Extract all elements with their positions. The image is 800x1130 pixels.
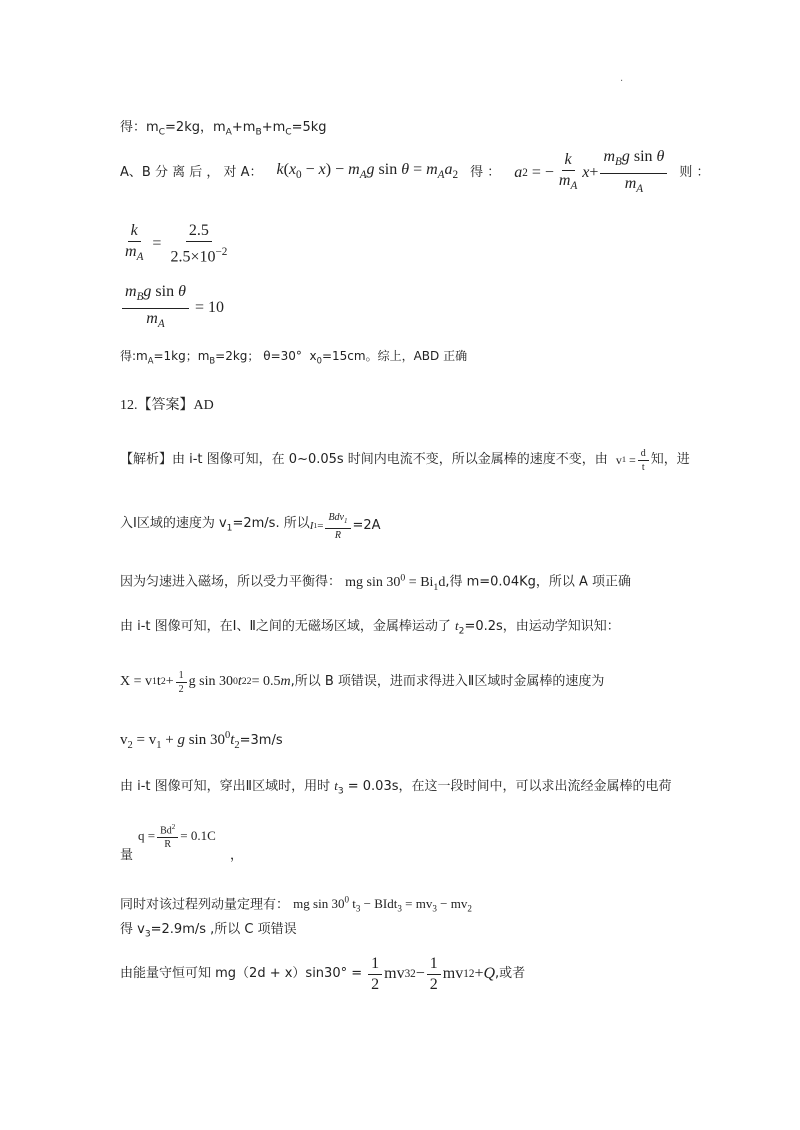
eq-mbg-over-ma: $\frac{m_Bg \sin \theta}{m_A}$ = 10	[120, 286, 224, 330]
line-14-suffix: ，	[230, 848, 244, 863]
line-2-suffix: 则 ：	[679, 165, 710, 180]
line-2-mid: 得 ：	[470, 165, 501, 180]
eq-charge: q = $\frac{Bd^2}{R}$ = 0.1C	[138, 823, 216, 851]
line-15	[120, 892, 472, 917]
eq-displacement: X = v 1 t 2 + $\frac{1}{2}$ g sin 30 0 t 2 2 = 0.5 m	[120, 669, 291, 695]
line-1-text: 得：$m_C=2kg$，$m_A+m_B+m_C=5kg$	[120, 120, 327, 138]
line-9-text: 因为匀速进入磁场，所以受力平衡得：	[120, 574, 342, 590]
line-8	[120, 508, 381, 544]
corner-mark: ·	[620, 76, 624, 87]
line-12-suffix: =3m/s	[239, 733, 283, 748]
eq-kx0: $k(x_0 - x) - m_Ag$ $\sin \theta = m_Aa_2$	[276, 161, 459, 182]
line-11-suffix: ,所以 B 项错误，进而求得进入Ⅱ区域时金属棒的速度为	[290, 674, 605, 689]
line-17-text: 由能量守恒可知 mg（2d + x）sin30° =	[120, 966, 363, 981]
line-12	[120, 728, 283, 754]
line-13: 由 i-t 图像可知，穿出Ⅱ区域时，用时 $t_3 = 0.03s$，在这一段时间中，可以求出流经金属棒的电荷	[120, 778, 672, 797]
eq-k-over-ma: $\frac{k}{m_A}$ = $\frac{2.5}{2.5\times 10^{-2}}$	[125, 221, 228, 266]
eq-v2: $v_2 = v_1 + g$ $\sin 30^0t_2$	[120, 730, 240, 751]
line-9	[120, 570, 631, 595]
line-7	[120, 440, 690, 480]
line-1	[120, 120, 327, 141]
line-11	[120, 664, 604, 700]
line-10: 由 i-t 图像可知，在Ⅰ、Ⅱ之间的无磁场区域，金属棒运动了 $t_2=0.2s$，由运动学知识知：	[120, 618, 620, 637]
eq-momentum: mg $\sin 30^0$ $t_3$ − BIdt$_3$ = $mv_3 - mv_2$	[293, 895, 472, 914]
eq-balance: mg $\sin 30^0 = Bi_1d$	[345, 572, 446, 593]
line-7-suffix: 知，进	[650, 452, 690, 467]
line-8-text: 入Ⅰ区域的速度为 $v_1=2m/s$. 所以	[120, 515, 310, 534]
line-2-prefix: A、B 分 离 后 ， 对 A：	[120, 165, 263, 180]
line-17	[120, 952, 525, 996]
line-16: 得 $v_3=2.9m/s$ ,所以 C 项错误	[120, 922, 297, 940]
eq-energy: $\frac{1}{2}$ mv 3 2 − $\frac{1}{2}$ mv 1 2 + Q	[366, 955, 495, 994]
line-15-text: 同时对该过程列动量定理有：	[120, 897, 290, 913]
answer-12: 12.【答案】AD	[120, 398, 214, 413]
eq-a2: a 2 = − $\frac{k}{m_A}$ x + $\frac{m_Bg \sin \theta}{m_A}$	[514, 148, 669, 197]
line-8-suffix: =2A	[352, 518, 381, 533]
eq-i1: I 1 = $\frac{Bdv_1}{R}$	[310, 512, 353, 541]
eq-v1: v 1 = $\frac{d}{t}$	[616, 448, 651, 473]
line-9-suffix: ,得 m=0.04Kg，所以 A 项正确	[445, 574, 632, 590]
line-5: 得$:m_A=1kg$；$m_B=2kg$； θ=30° $x_0=15cm$。综上，ABD 正确	[120, 349, 468, 366]
line-14-text: 量	[120, 848, 134, 863]
line-7-text: 【解析】由 i-t 图像可知，在 0~0.05s 时间内电流不变，所以金属棒的速度不变，由	[120, 452, 608, 467]
line-2	[120, 148, 710, 195]
line-17-suffix: ,或者	[495, 966, 526, 981]
